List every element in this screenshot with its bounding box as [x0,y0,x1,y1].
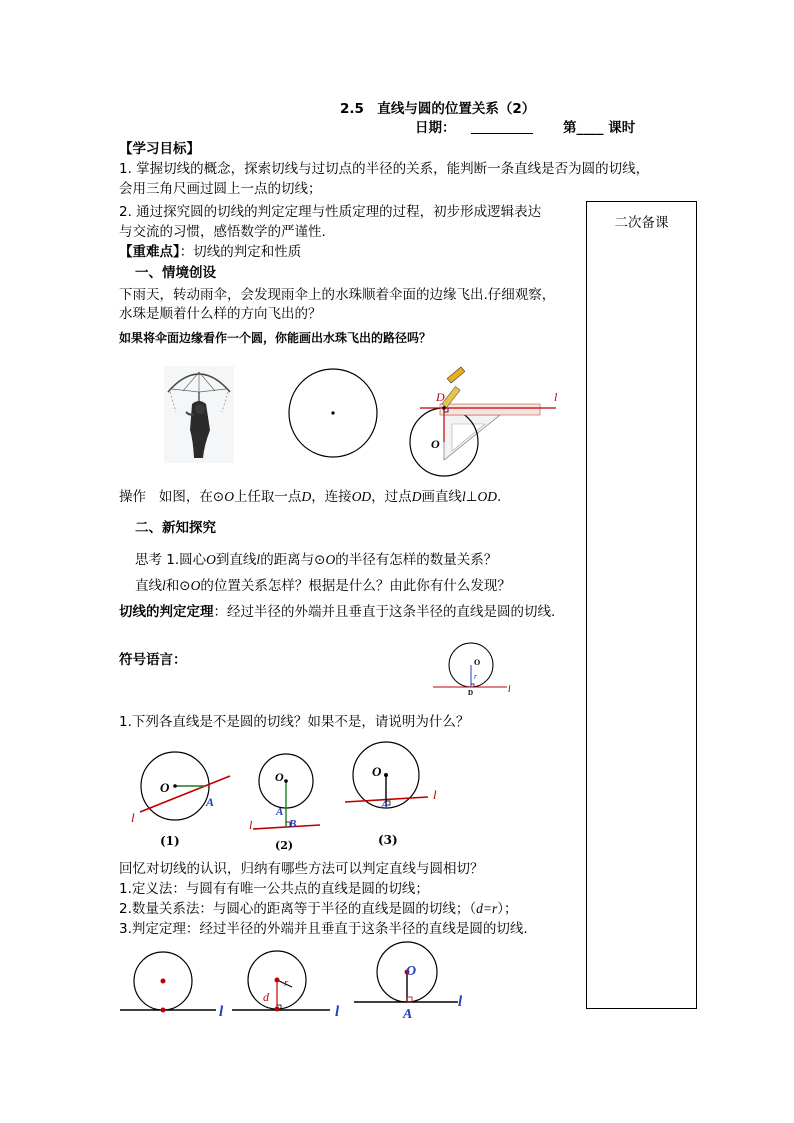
sum3-label-O: O [406,964,417,979]
think-text: 思考 1.圆心 [135,552,207,568]
key-points-text: ：切线的判定和性质 [179,244,302,260]
exercise-question: 1.下列各直线是不是圆的切线？如果不是，请说明为什么？ [119,714,470,730]
ex3-label-O: O [372,764,382,779]
summary-method-2 [119,900,518,918]
sum3-label-A: A [403,1007,413,1022]
sum1-label-l: l [219,1004,224,1020]
operation-text: 上任取一点 [233,489,302,505]
goal-1-line-1: 1. 掌握切线的概念，探索切线与过切点的半径的关系，能判断一条直线是否为圆的切线， [119,161,650,177]
operation-text: ⊥ [465,489,478,505]
symbol-fig-label-O: O [474,658,481,667]
sum2-label-l: l [335,1004,340,1020]
section-1-para-line-1: 下雨天，转动雨伞，会发现雨伞上的水珠顺着伞面的边缘飞出.仔细观察， [119,287,556,303]
operation-var: D [411,489,422,504]
section-1-heading: 一、情境创设 [135,265,216,281]
ruler-fig-label-l: l [554,390,558,404]
think-text: 到直线 [215,552,257,568]
operation-var: D [301,489,312,504]
ex1-label-O: O [160,780,170,795]
goals-heading: 【学习目标】 [119,141,200,157]
goal-1-line-2: 会用三角尺画过圆上一点的切线； [119,181,322,197]
symbol-fig-label-D: D [468,689,474,697]
summary-intro: 回忆对切线的认识，归纳有哪些方法可以判定直线与圆相切？ [119,861,484,877]
think-var: l [162,578,166,593]
method-2-text: 2.数量关系法：与圆心的距离等于半径的直线是圆的切线；（ [119,901,477,917]
think-var: O [190,578,201,593]
operation-var: OD [477,489,497,504]
ex3-label-l: l [433,787,437,802]
operation-text: 如图，在⊙ [158,489,225,505]
section-2-heading: 二、新知探究 [135,520,216,536]
exercise-caption-3: (3) [378,833,398,847]
tangent-theorem [119,603,555,621]
think-question-1 [135,551,497,569]
symbol-fig-label-l: l [508,684,511,694]
think-text: 直线 [135,578,162,594]
operation-var: l [461,489,466,504]
think-question-2 [135,577,511,595]
operation-text: ，过点 [371,489,412,505]
secondary-prep-title: 二次备课 [614,215,669,231]
symbol-fig-label-r: r [474,672,478,681]
operation-text: 画直线 [421,489,462,505]
exercise-caption-1: (1) [160,834,180,848]
method-2-text: ）； [497,901,518,917]
symbol-figure [433,643,507,687]
summary-method-1: 1.定义法：与圆有有唯一公共点的直线是圆的切线； [119,881,429,897]
summary-method-3: 3.判定定理：经过半径的外端并且垂直于这条半径的直线是圆的切线. [119,921,528,937]
ex2-label-O: O [275,770,284,784]
think-text: 的位置关系怎样？根据是什么？由此你有什么发现？ [200,578,511,594]
goal-2-line-2: 与交流的习惯，感悟数学的严谨性. [119,224,326,240]
think-text: 和⊙ [165,578,191,594]
exercise-figure-2 [253,754,320,829]
ruler-tangent-figure [410,367,556,476]
think-text: 的距离与⊙ [260,552,326,568]
ex2-label-l: l [249,818,253,832]
theorem-label: 切线的判定定理 [119,604,214,620]
ruler-fig-label-D: D [436,390,445,404]
sum2-label-d: d [263,990,269,1004]
think-var: l [256,552,261,567]
period-label: 第____ 课时 [563,120,636,136]
exercise-figure-1 [140,752,230,820]
think-var: O [206,552,216,567]
theorem-text: ：经过半径的外端并且垂直于这条半径的直线是圆的切线. [213,604,556,620]
date-label: 日期： [415,120,456,136]
section-1-para-line-2: 水珠是顺着什么样的方向飞出的？ [119,306,322,322]
operation-var: OD [351,489,372,504]
exercise-caption-2: (2) [275,839,294,852]
symbol-language-label: 符号语言： [119,652,187,668]
page-title: 2.5 直线与圆的位置关系（2） [340,101,536,117]
sum2-label-r: r [284,977,289,989]
ex1-label-l: l [131,810,135,825]
operation-label: 操作 [119,489,146,505]
goal-2-line-1: 2. 通过探究圆的切线的判定定理与性质定理的过程，初步形成逻辑表达 [119,204,542,220]
operation-text: ，连接 [311,489,352,505]
umbrella-photo [164,366,234,463]
think-text: 的半径有怎样的数量关系？ [335,552,498,568]
ex2-label-A: A [276,806,284,818]
operation-line [119,488,501,506]
ex2-label-B: B [289,818,297,830]
ex1-label-A: A [206,795,215,809]
summary-figure-2 [232,951,330,1012]
ruler-fig-label-O: O [431,437,440,451]
ex3-label-A: A [381,799,389,811]
key-points-label: 【重难点】 [119,244,180,260]
section-1-question: 如果将伞面边缘看作一个圆，你能画出水珠飞出的路径吗？ [119,331,432,345]
think-var: O [325,552,336,567]
operation-var: O [224,489,234,504]
circle-with-center [289,369,377,457]
operation-text: . [496,489,502,505]
summary-figure-1 [120,952,216,1013]
method-2-expr: d=r [476,901,498,916]
sum3-label-l: l [458,994,463,1010]
